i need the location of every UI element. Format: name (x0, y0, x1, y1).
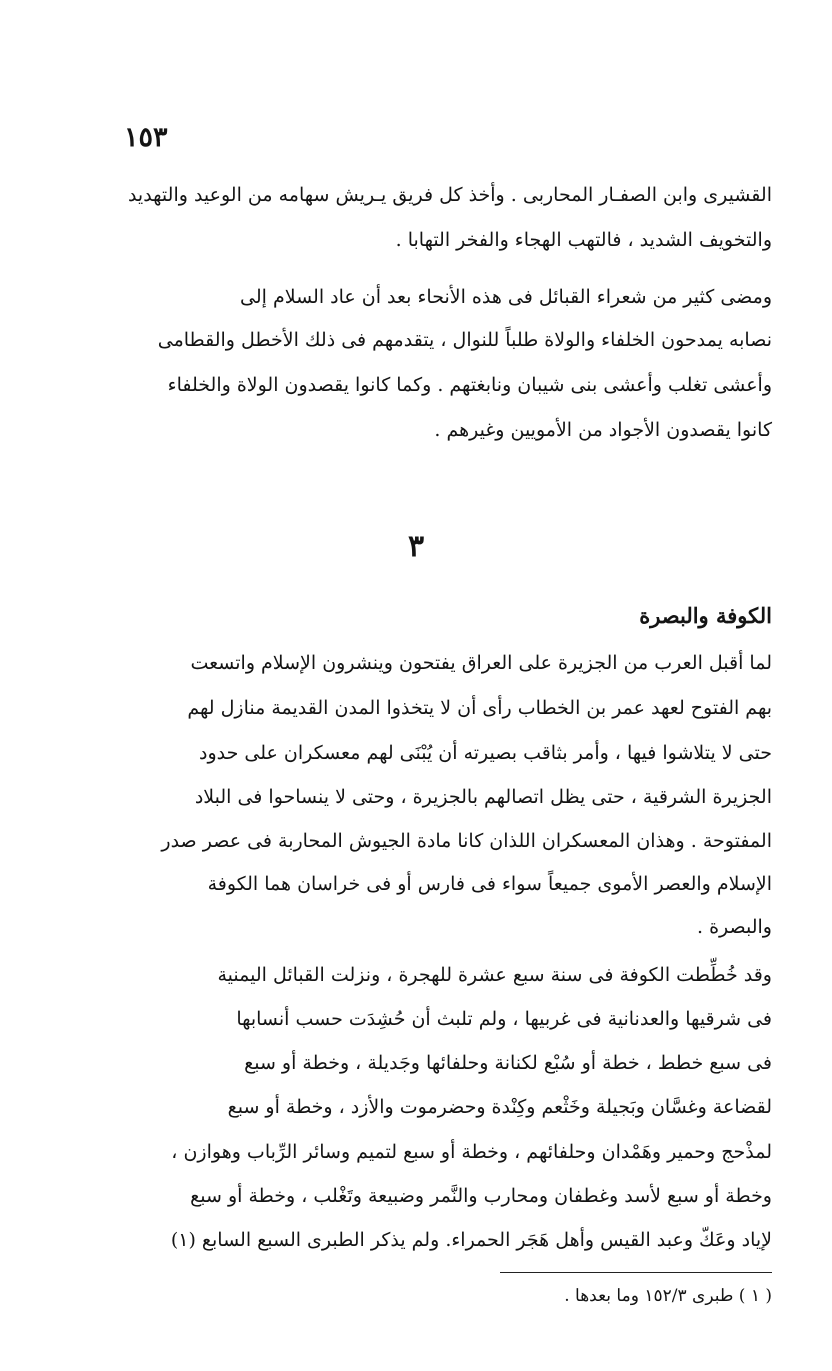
footnote-divider (500, 1272, 772, 1273)
text-line: لما أقبل العرب من الجزيرة على العراق يفتحون وينشرون الإسلام واتسعت (190, 652, 772, 674)
text-line: لقضاعة وغسَّان وبَجيلة وخَثْعم وكِنْدة وحضرموت والأزد ، وخطة أو سبع (227, 1096, 772, 1118)
text-line: المفتوحة . وهذان المعسكران اللذان كانا مادة الجيوش المحاربة فى عصر صدر (161, 830, 772, 852)
text-line: الجزيرة الشرقية ، حتى يظل اتصالهم بالجزيرة ، وحتى لا ينساحوا فى البلاد (194, 786, 772, 808)
text-line: والتخويف الشديد ، فالتهب الهجاء والفخر التهابا . (395, 229, 772, 251)
footnote: ( ١ ) طبرى ١٥٢/٣ وما بعدها . (564, 1286, 772, 1306)
section-number: ٣ (407, 529, 425, 564)
text-line: الإسلام والعصر الأموى جميعاً سواء فى فارس أو فى خراسان هما الكوفة (207, 873, 772, 895)
text-line: لمذْحج وحمير وهَمْدان وحلفائهم ، وخطة أو سبع لتميم وسائر الرِّباب وهوازن ، (171, 1141, 772, 1163)
text-line: حتى لا يتلاشوا فيها ، وأمر بثاقب بصيرته أن يُبْنَى لهم معسكران على حدود (199, 742, 772, 764)
text-line: والبصرة . (697, 916, 772, 938)
text-line: كانوا يقصدون الأجواد من الأمويين وغيرهم . (434, 419, 772, 441)
text-line: وأعشى تغلب وأعشى بنى شيبان ونابغتهم . وكما كانوا يقصدون الولاة والخلفاء (167, 374, 772, 396)
text-line: وخطة أو سبع لأسد وغطفان ومحارب والنَّمر وضبيعة وتَغْلب ، وخطة أو سبع (190, 1185, 772, 1207)
text-line: لإياد وعَكّ وعبد القيس وأهل هَجَر الحمراء. ولم يذكر الطبرى السبع السابع (١) (170, 1229, 772, 1251)
section-title: الكوفة والبصرة (639, 603, 772, 628)
text-line: فى سبع خطط ، خطة أو سُبْع لكنانة وحلفائها وجَديلة ، وخطة أو سبع (244, 1052, 772, 1074)
text-line: وقد خُطِّطت الكوفة فى سنة سبع عشرة للهجرة ، ونزلت القبائل اليمنية (217, 964, 772, 986)
text-line: ومضى كثير من شعراء القبائل فى هذه الأنحاء بعد أن عاد السلام إلى (240, 286, 772, 308)
text-line: نصابه يمدحون الخلفاء والولاة طلباً للنوال ، يتقدمهم فى ذلك الأخطل والقطامى (157, 329, 772, 351)
text-line: فى شرقيها والعدنانية فى غربيها ، ولم تلبث أن حُشِدَت حسب أنسابها (236, 1008, 772, 1030)
text-line: القشيرى وابن الصفـار المحاربى . وأخذ كل فريق يـريش سهامه من الوعيد والتهديد (127, 184, 772, 206)
page-number: ١٥٣ (124, 122, 168, 153)
text-line: بهم الفتوح لعهد عمر بن الخطاب رأى أن لا يتخذوا المدن القديمة منازل لهم (187, 697, 772, 719)
